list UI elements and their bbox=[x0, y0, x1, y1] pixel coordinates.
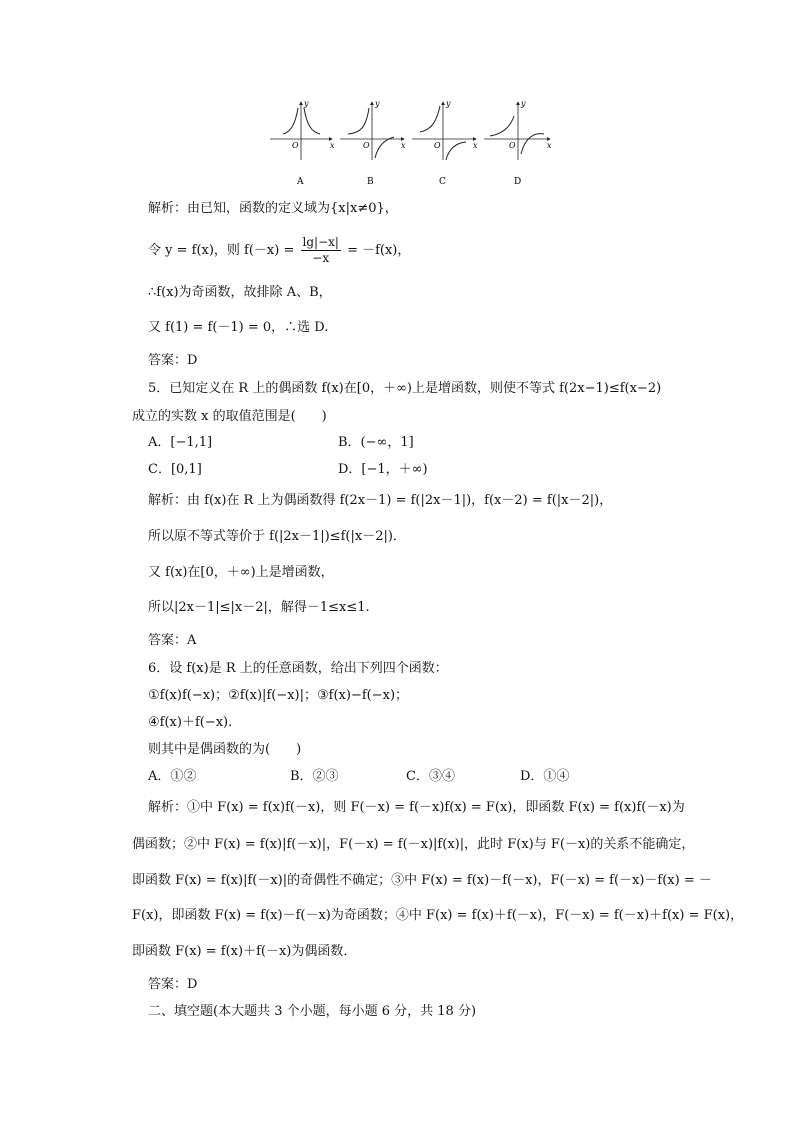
q5-stem-line-1: 5．已知定义在 R 上的偶函数 f(x)在[0，＋∞)上是增函数，则使不等式 f(2x−1)≤f(x−2) bbox=[148, 381, 662, 396]
q6-answer: 答案：D bbox=[148, 977, 198, 992]
graph-b-left-curve bbox=[348, 108, 369, 134]
q6-stem-line-4: 则其中是偶函数的为( ) bbox=[148, 742, 302, 757]
graph-d-option-label: D bbox=[514, 177, 522, 187]
q4-analysis-line-2-post: = －f(x)， bbox=[342, 243, 411, 258]
q4-answer: 答案：D bbox=[148, 353, 198, 368]
graph-d bbox=[484, 99, 552, 187]
q5-analysis-line-4: 所以|2x－1|≤|x－2|，解得－1≤x≤1. bbox=[148, 600, 370, 615]
q6-stem-line-3: ④f(x)＋f(−x)． bbox=[148, 715, 242, 730]
q4-analysis-line-2 bbox=[148, 235, 410, 266]
graph-c-origin-label: O bbox=[434, 141, 441, 150]
graph-a-right-curve bbox=[304, 108, 320, 134]
graph-c-x-label: x bbox=[473, 141, 478, 150]
q4-fraction bbox=[301, 235, 341, 266]
q5-stem-line-2: 成立的实数 x 的取值范围是( ) bbox=[132, 409, 327, 424]
q6-option-c: C．③④ bbox=[406, 769, 455, 784]
graph-c-option-label: C bbox=[439, 177, 446, 187]
q6-analysis-line-4: F(x)，即函数 F(x) = f(x)－f(－x)为奇函数；④中 F(x) = f(x)＋f(－x)，F(－x) = f(－x)＋f(x) = F(x)， bbox=[132, 908, 744, 923]
q6-option-d: D．①④ bbox=[520, 769, 570, 784]
graph-c-right-curve bbox=[446, 142, 466, 160]
graph-c-left-curve bbox=[420, 106, 440, 132]
q5-option-b: B．(−∞，1] bbox=[338, 435, 414, 450]
q6-stem-line-1: 6．设 f(x)是 R 上的任意函数，给出下列四个函数： bbox=[148, 661, 448, 676]
graph-b-origin-label: O bbox=[363, 141, 370, 150]
graph-d-origin-label: O bbox=[509, 141, 516, 150]
graph-a-option-label: A bbox=[297, 177, 304, 187]
graph-options-figure bbox=[268, 96, 558, 188]
graph-a-left-curve bbox=[283, 108, 298, 134]
q5-analysis-line-2: 所以原不等式等价于 f(|2x－1|)≤f(|x－2|)． bbox=[148, 529, 406, 544]
graph-b-right-curve bbox=[375, 137, 394, 158]
graph-b-option-label: B bbox=[367, 177, 374, 187]
graph-a bbox=[270, 99, 335, 187]
q6-analysis-line-5: 即函数 F(x) = f(x)＋f(－x)为偶函数． bbox=[132, 944, 357, 959]
q4-analysis-line-3: ∴f(x)为奇函数，故排除 A、B， bbox=[148, 285, 332, 300]
graph-c bbox=[412, 99, 478, 187]
q6-analysis-line-3: 即函数 F(x) = f(x)|f(－x)|的奇偶性不确定；③中 F(x) = f(x)－f(－x)，F(－x) = f(－x)－f(x) = － bbox=[132, 873, 712, 888]
graph-c-y-label: y bbox=[446, 99, 451, 108]
graph-a-origin-label: O bbox=[292, 141, 299, 150]
q5-option-d: D．[−1，＋∞) bbox=[338, 462, 428, 477]
q5-analysis-line-1: 解析：由 f(x)在 R 上为偶函数得 f(2x－1) = f(|2x－1|)，f(x－2) = f(|x－2|)， bbox=[148, 493, 613, 508]
graph-options-svg bbox=[268, 96, 558, 188]
graph-a-x-label: x bbox=[330, 141, 335, 150]
q4-analysis-line-1: 解析：由已知，函数的定义域为{x|x≠0}， bbox=[148, 201, 398, 216]
graph-b-x-label: x bbox=[401, 141, 406, 150]
q6-analysis-line-1: 解析：①中 F(x) = f(x)f(－x)，则 F(－x) = f(－x)f(x) = F(x)，即函数 F(x) = f(x)f(－x)为 bbox=[148, 800, 685, 815]
section-2-heading: 二、填空题(本大题共 3 个小题，每小题 6 分，共 18 分) bbox=[148, 1004, 477, 1019]
graph-d-left-curve bbox=[490, 116, 514, 136]
q4-analysis-line-4: 又 f(1) = f(－1) = 0，∴选 D. bbox=[148, 320, 329, 335]
q5-option-c: C．[0,1] bbox=[148, 462, 202, 477]
q5-answer: 答案：A bbox=[148, 633, 197, 648]
q6-option-a: A．①② bbox=[148, 769, 197, 784]
q5-analysis-line-3: 又 f(x)在[0，＋∞)上是增函数， bbox=[148, 565, 334, 580]
graph-d-right-curve bbox=[521, 134, 544, 154]
graph-d-y-label: y bbox=[521, 99, 526, 108]
q6-analysis-line-2: 偶函数；②中 F(x) = f(x)|f(－x)|，F(－x) = f(－x)|f(x)|，此时 F(x)与 F(－x)的关系不能确定， bbox=[132, 837, 695, 852]
q4-analysis-line-2-pre: 令 y = f(x)，则 f(－x) = bbox=[148, 243, 299, 258]
q4-fraction-numerator: lg|−x| bbox=[302, 235, 339, 249]
graph-d-x-label: x bbox=[547, 141, 552, 150]
q5-option-a: A．[−1,1] bbox=[148, 435, 213, 450]
q6-option-b: B．②③ bbox=[290, 769, 339, 784]
graph-b-y-label: y bbox=[375, 99, 380, 108]
graph-a-y-label: y bbox=[304, 99, 309, 108]
q4-fraction-denominator: −x bbox=[312, 251, 330, 265]
graph-b bbox=[340, 99, 406, 187]
q6-stem-line-2: ①f(x)f(−x)；②f(x)|f(−x)|；③f(x)−f(−x)； bbox=[148, 688, 409, 703]
